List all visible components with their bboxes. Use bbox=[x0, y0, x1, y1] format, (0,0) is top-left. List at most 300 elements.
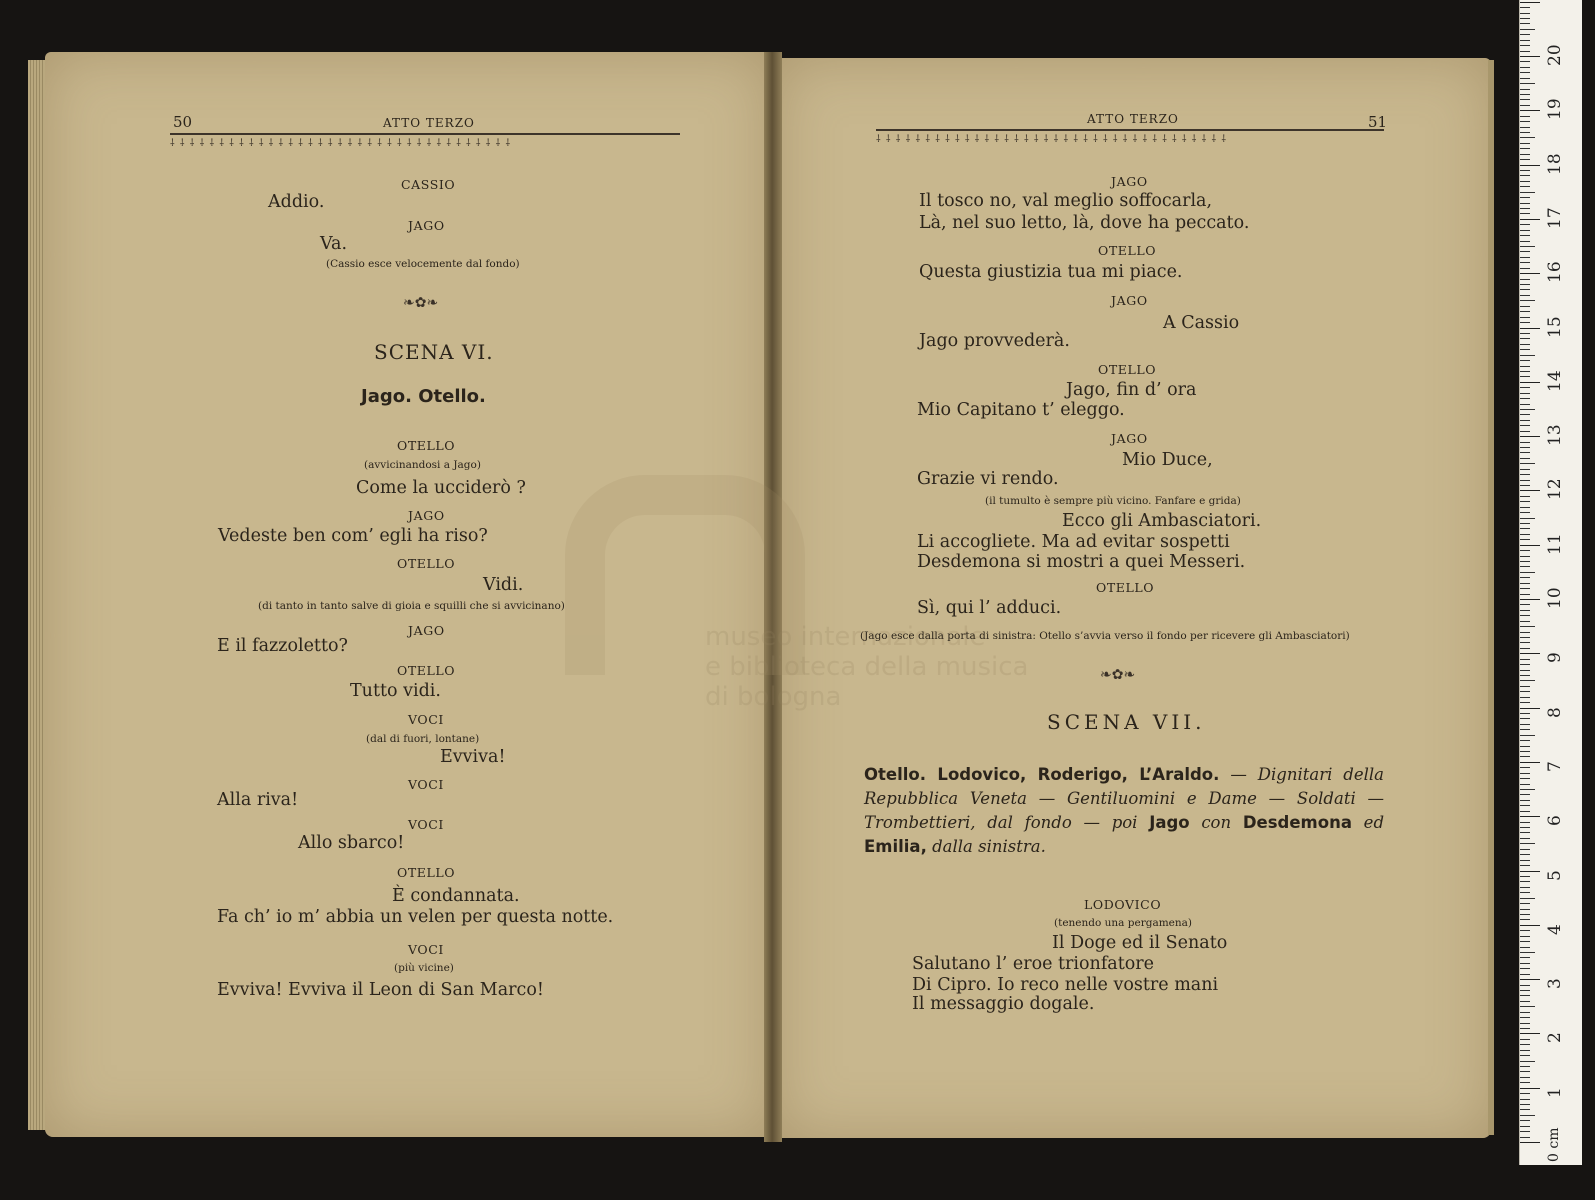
ruler-tick bbox=[1520, 121, 1530, 122]
ruler-tick bbox=[1520, 18, 1530, 19]
ruler-tick bbox=[1520, 822, 1530, 823]
ruler-tick bbox=[1520, 246, 1535, 247]
ruler-tick bbox=[1520, 474, 1530, 475]
ruler-tick bbox=[1520, 376, 1530, 377]
stage-direction: (più vicine) bbox=[394, 962, 454, 974]
verse-line: E il fazzoletto? bbox=[217, 636, 348, 656]
ruler-tick bbox=[1520, 756, 1530, 757]
ruler-tick bbox=[1520, 832, 1530, 833]
ruler-tick bbox=[1520, 686, 1530, 687]
speaker-label: JAGO bbox=[1111, 293, 1148, 308]
ruler-tick bbox=[1520, 208, 1530, 209]
cast-connector: con bbox=[1189, 813, 1243, 832]
ruler-tick bbox=[1520, 632, 1530, 633]
ruler-tick bbox=[1520, 366, 1530, 367]
ruler-tick bbox=[1520, 431, 1530, 432]
ruler-tick bbox=[1520, 512, 1530, 513]
speaker-label: VOCI bbox=[408, 777, 444, 792]
stage-direction: (il tumulto è sempre più vicino. Fanfare e grida) bbox=[985, 495, 1241, 507]
ruler-tick bbox=[1520, 72, 1530, 73]
ruler-tick bbox=[1520, 165, 1540, 166]
ruler-tick bbox=[1520, 34, 1530, 35]
ruler-tick bbox=[1520, 642, 1530, 643]
ruler-tick bbox=[1520, 941, 1530, 942]
ruler-tick bbox=[1520, 653, 1540, 654]
verse-line: Di Cipro. Io reco nelle vostre mani bbox=[912, 975, 1219, 995]
ruler-tick bbox=[1520, 355, 1535, 356]
ruler-tick bbox=[1520, 197, 1530, 198]
cast-extras: — Dignitari della Repubblica Veneta — Gentiluomini e Dame — Soldati — Trombettieri, dal fondo — poi bbox=[864, 765, 1384, 832]
verse-line: Grazie vi rendo. bbox=[917, 469, 1059, 489]
verse-line: Ecco gli Ambasciatori. bbox=[1062, 511, 1262, 531]
ruler-tick bbox=[1520, 105, 1530, 106]
ruler-tick bbox=[1520, 670, 1530, 671]
ruler-tick bbox=[1520, 116, 1530, 117]
ruler-tick bbox=[1520, 626, 1535, 627]
ruler-tick bbox=[1520, 1028, 1530, 1029]
ruler-tick bbox=[1520, 979, 1540, 980]
ruler-tick bbox=[1520, 952, 1535, 953]
ruler-tick bbox=[1520, 51, 1530, 52]
ruler-tick bbox=[1520, 881, 1530, 882]
ruler-tick bbox=[1520, 382, 1540, 383]
ruler-tick bbox=[1520, 496, 1530, 497]
ruler-tick bbox=[1520, 67, 1530, 68]
ruler-tick bbox=[1520, 224, 1530, 225]
ruler-tick bbox=[1520, 328, 1540, 329]
ruler-tick bbox=[1520, 94, 1530, 95]
ruler-tick bbox=[1520, 865, 1530, 866]
verse-line: Sì, qui l’ adduci. bbox=[917, 598, 1062, 618]
ruler-tick bbox=[1520, 83, 1535, 84]
verse-line: Mio Duce, bbox=[1122, 450, 1213, 470]
ruler-tick bbox=[1520, 78, 1530, 79]
ruler-tick bbox=[1520, 311, 1530, 312]
right-page-number: 51 bbox=[1368, 113, 1388, 131]
watermark-text-3: di bologna bbox=[705, 682, 842, 712]
verse-line: Salutano l’ eroe trionfatore bbox=[912, 954, 1155, 974]
verse-line: Evviva! Evviva il Leon di San Marco! bbox=[217, 980, 544, 1000]
scene-title: SCENA VII. bbox=[1047, 710, 1206, 734]
stage-direction: (Jago esce dalla porta di sinistra: Otello s’avvia verso il fondo per ricevere gli Ambasciatori) bbox=[860, 630, 1350, 642]
ruler-tick bbox=[1520, 583, 1530, 584]
ruler-tick bbox=[1520, 718, 1530, 719]
ruler-number: 13 bbox=[1545, 424, 1565, 447]
ruler-tick bbox=[1520, 740, 1530, 741]
ruler-number: 15 bbox=[1545, 315, 1565, 338]
right-running-header: ATTO TERZO bbox=[1087, 112, 1179, 126]
speaker-label: OTELLO bbox=[1098, 362, 1157, 377]
ruler-tick bbox=[1520, 127, 1530, 128]
verse-line: Tutto vidi. bbox=[350, 681, 441, 701]
ruler-tick bbox=[1520, 648, 1530, 649]
ruler-tick bbox=[1520, 545, 1540, 546]
ruler-number: 14 bbox=[1545, 370, 1565, 392]
ruler-tick bbox=[1520, 404, 1530, 405]
ruler-tick bbox=[1520, 40, 1530, 41]
ruler-tick bbox=[1520, 577, 1530, 578]
ruler-tick bbox=[1520, 344, 1530, 345]
stage-direction: (dal di fuori, lontane) bbox=[366, 733, 480, 745]
ruler-tick bbox=[1520, 1017, 1530, 1018]
ruler-tick bbox=[1520, 273, 1540, 274]
ruler-tick bbox=[1520, 610, 1530, 611]
ruler-tick bbox=[1520, 371, 1530, 372]
ruler-tick bbox=[1520, 637, 1530, 638]
ruler-tick bbox=[1520, 241, 1530, 242]
ruler-tick bbox=[1520, 235, 1530, 236]
speaker-label: OTELLO bbox=[397, 438, 456, 453]
ruler-tick bbox=[1520, 691, 1530, 692]
watermark-text-2: e biblioteca della musica bbox=[705, 652, 1029, 682]
ruler-tick bbox=[1520, 659, 1530, 660]
cast-entry: dalla sinistra. bbox=[926, 837, 1046, 856]
ruler-tick bbox=[1520, 762, 1540, 763]
verse-line: Jago, fin d’ ora bbox=[1066, 380, 1197, 400]
ruler-tick bbox=[1520, 599, 1540, 600]
ruler-tick bbox=[1520, 170, 1530, 171]
ruler-tick bbox=[1520, 1039, 1530, 1040]
ruler-tick bbox=[1520, 1142, 1540, 1143]
ruler-tick bbox=[1520, 447, 1530, 448]
verse-line: Jago provvederà. bbox=[919, 331, 1070, 351]
ruler-tick bbox=[1520, 284, 1530, 285]
ruler-number: 8 bbox=[1545, 706, 1565, 718]
scene-characters: Jago. Otello. bbox=[361, 386, 486, 407]
ruler-number: 11 bbox=[1545, 533, 1565, 555]
cast-emilia: Emilia, bbox=[864, 837, 927, 856]
ruler-tick bbox=[1520, 919, 1530, 920]
ruler-tick bbox=[1520, 751, 1530, 752]
speaker-label: JAGO bbox=[408, 508, 445, 523]
ruler-number: 3 bbox=[1545, 978, 1565, 990]
ruler-tick bbox=[1520, 925, 1540, 926]
ruler-tick bbox=[1520, 262, 1530, 263]
ruler-tick bbox=[1520, 137, 1535, 138]
ruler-number: 5 bbox=[1545, 869, 1565, 881]
verse-line: Il messaggio dogale. bbox=[912, 994, 1095, 1014]
ruler-tick bbox=[1520, 903, 1530, 904]
speaker-label: OTELLO bbox=[1096, 580, 1155, 595]
ruler-tick bbox=[1520, 1104, 1530, 1105]
ruler-tick bbox=[1520, 414, 1530, 415]
scene-divider-vignette: ❧✿❧ bbox=[1100, 667, 1136, 683]
ruler-tick bbox=[1520, 360, 1530, 361]
ruler-tick bbox=[1520, 1071, 1530, 1072]
ruler-tick bbox=[1520, 914, 1530, 915]
ruler-number: 9 bbox=[1545, 652, 1565, 664]
ruler-tick bbox=[1520, 213, 1530, 214]
ruler-tick bbox=[1520, 1115, 1535, 1116]
ruler-tick bbox=[1520, 219, 1540, 220]
ruler-tick bbox=[1520, 1044, 1530, 1045]
ruler-tick bbox=[1520, 203, 1530, 204]
speaker-label: OTELLO bbox=[1098, 243, 1157, 258]
ruler-tick bbox=[1520, 767, 1530, 768]
ruler-tick bbox=[1520, 338, 1530, 339]
speaker-label: VOCI bbox=[408, 712, 444, 727]
ruler-tick bbox=[1520, 735, 1535, 736]
speaker-label: VOCI bbox=[408, 817, 444, 832]
verse-line: Il tosco no, val meglio soffocarla, bbox=[919, 191, 1213, 211]
ruler-tick bbox=[1520, 110, 1540, 111]
page-edges-right bbox=[1488, 60, 1494, 1135]
speaker-label: OTELLO bbox=[397, 663, 456, 678]
ruler-tick bbox=[1520, 811, 1530, 812]
ruler-tick bbox=[1520, 1012, 1530, 1013]
ruler-tick bbox=[1520, 843, 1535, 844]
ruler-tick bbox=[1520, 480, 1530, 481]
ruler-number: 4 bbox=[1545, 923, 1565, 935]
ruler-tick bbox=[1520, 539, 1530, 540]
ruler-tick bbox=[1520, 56, 1540, 57]
speaker-label: JAGO bbox=[408, 623, 445, 638]
verse-line: È condannata. bbox=[392, 886, 520, 906]
ruler-tick bbox=[1520, 257, 1530, 258]
ruler-tick bbox=[1520, 279, 1530, 280]
verse-line: Fa ch’ io m’ abbia un velen per questa notte. bbox=[217, 907, 614, 927]
ruler-tick bbox=[1520, 89, 1530, 90]
ruler-tick bbox=[1520, 463, 1535, 464]
verse-line: Allo sbarco! bbox=[298, 833, 405, 853]
ruler-tick bbox=[1520, 442, 1530, 443]
speaker-label: CASSIO bbox=[401, 177, 456, 192]
ruler-tick bbox=[1520, 13, 1530, 14]
ruler-tick bbox=[1520, 871, 1540, 872]
ruler-tick bbox=[1520, 1126, 1530, 1127]
ruler-tick bbox=[1520, 778, 1530, 779]
left-page-number: 50 bbox=[173, 113, 193, 131]
ruler-tick bbox=[1520, 887, 1530, 888]
ruler-tick bbox=[1520, 490, 1540, 491]
ruler-tick bbox=[1520, 485, 1530, 486]
ruler-tick bbox=[1520, 322, 1530, 323]
ruler-tick bbox=[1520, 409, 1535, 410]
ruler-tick bbox=[1520, 534, 1530, 535]
ruler-tick bbox=[1520, 349, 1530, 350]
ruler-tick bbox=[1520, 518, 1535, 519]
stage-direction: (Cassio esce velocemente dal fondo) bbox=[326, 258, 520, 270]
ruler-tick bbox=[1520, 664, 1530, 665]
speaker-label: LODOVICO bbox=[1084, 897, 1162, 912]
ruler-tick bbox=[1520, 615, 1530, 616]
ruler-tick bbox=[1520, 1033, 1540, 1034]
verse-line: Vedeste ben com’ egli ha riso? bbox=[218, 526, 488, 546]
scene-divider-vignette: ❧✿❧ bbox=[403, 295, 439, 311]
ruler-tick bbox=[1520, 713, 1530, 714]
ruler-tick bbox=[1520, 604, 1530, 605]
ruler-tick bbox=[1520, 295, 1530, 296]
ruler-number: 7 bbox=[1545, 761, 1565, 772]
cast-desdemona: Desdemona bbox=[1242, 813, 1352, 832]
verse-line: Alla riva! bbox=[217, 790, 299, 810]
ruler-tick bbox=[1520, 974, 1530, 975]
cast-jago: Jago bbox=[1149, 813, 1190, 832]
ruler-number: 10 bbox=[1545, 587, 1565, 609]
ruler-tick bbox=[1520, 746, 1530, 747]
verse-line: Li accogliete. Ma ad evitar sospetti bbox=[917, 532, 1230, 552]
ruler-tick bbox=[1520, 957, 1530, 958]
ruler-tick bbox=[1520, 936, 1530, 937]
ruler-tick bbox=[1520, 588, 1530, 589]
speaker-label: JAGO bbox=[408, 218, 445, 233]
ruler-tick bbox=[1520, 898, 1535, 899]
ruler-tick bbox=[1520, 1093, 1530, 1094]
ruler-tick bbox=[1520, 794, 1530, 795]
ruler-tick bbox=[1520, 181, 1530, 182]
ruler-tick bbox=[1520, 816, 1540, 817]
ruler-tick bbox=[1520, 501, 1530, 502]
ruler-number: 16 bbox=[1545, 261, 1565, 284]
ruler-tick bbox=[1520, 1120, 1530, 1121]
ruler-tick bbox=[1520, 876, 1530, 877]
ruler-tick bbox=[1520, 192, 1535, 193]
ruler-tick bbox=[1520, 289, 1530, 290]
ruler-tick bbox=[1520, 154, 1530, 155]
ruler-tick bbox=[1520, 7, 1530, 8]
ruler-number: 20 bbox=[1545, 44, 1565, 66]
ruler-number: 2 bbox=[1545, 1032, 1565, 1044]
watermark-text-1: museo internazionale bbox=[705, 622, 986, 652]
ruler-tick bbox=[1520, 985, 1530, 986]
ruler-tick bbox=[1520, 805, 1530, 806]
ruler-number: 17 bbox=[1545, 207, 1565, 229]
ruler-tick bbox=[1520, 23, 1530, 24]
ruler-tick bbox=[1520, 1082, 1530, 1083]
ruler-tick bbox=[1520, 1137, 1530, 1138]
ruler-tick bbox=[1520, 159, 1530, 160]
verse-line: Addio. bbox=[268, 192, 325, 212]
cast-connector: ed bbox=[1351, 813, 1385, 832]
ruler-tick bbox=[1520, 398, 1530, 399]
ruler-tick bbox=[1520, 550, 1530, 551]
ruler-tick bbox=[1520, 99, 1530, 100]
ruler-tick bbox=[1520, 909, 1530, 910]
ruler-tick bbox=[1520, 45, 1530, 46]
ruler-tick bbox=[1520, 143, 1530, 144]
ruler-tick bbox=[1520, 333, 1530, 334]
ruler-tick bbox=[1520, 528, 1530, 529]
ruler-tick bbox=[1520, 251, 1530, 252]
ruler-tick bbox=[1520, 773, 1530, 774]
ruler-tick bbox=[1520, 849, 1530, 850]
verse-line: Desdemona si mostri a quei Messeri. bbox=[917, 552, 1246, 572]
ruler-tick bbox=[1520, 1077, 1530, 1078]
ruler-tick bbox=[1520, 148, 1530, 149]
ruler-tick bbox=[1520, 1131, 1530, 1132]
ruler-tick bbox=[1520, 420, 1530, 421]
ruler-tick bbox=[1520, 800, 1530, 801]
verse-line: Il Doge ed il Senato bbox=[1052, 933, 1228, 953]
verse-line: Come la ucciderò ? bbox=[356, 478, 526, 498]
ruler-tick bbox=[1520, 789, 1535, 790]
stage-direction: (tenendo una pergamena) bbox=[1054, 917, 1192, 929]
ruler-tick bbox=[1520, 860, 1530, 861]
stage-direction: (avvicinandosi a Jago) bbox=[364, 459, 481, 471]
ruler-tick bbox=[1520, 1055, 1530, 1056]
ruler-tick bbox=[1520, 729, 1530, 730]
verse-line: Evviva! bbox=[440, 747, 506, 767]
ruler-tick bbox=[1520, 29, 1535, 30]
ruler-tick bbox=[1520, 621, 1530, 622]
ruler-tick bbox=[1520, 556, 1530, 557]
ruler-tick bbox=[1520, 680, 1535, 681]
verse-line: Va. bbox=[320, 234, 348, 254]
ruler-tick bbox=[1520, 425, 1530, 426]
ruler-tick bbox=[1520, 186, 1530, 187]
right-header-ornament: ⸸ ⸸ ⸸ ⸸ ⸸ ⸸ ⸸ ⸸ ⸸ ⸸ ⸸ ⸸ ⸸ ⸸ ⸸ ⸸ ⸸ ⸸ ⸸ ⸸ ⸸ ⸸ ⸸ ⸸ ⸸ ⸸ ⸸ ⸸ ⸸ ⸸ ⸸ ⸸ ⸸ ⸸ ⸸ ⸸ bbox=[876, 129, 1384, 145]
ruler-unit-label: 0 cm bbox=[1546, 1127, 1562, 1162]
ruler-number: 12 bbox=[1545, 478, 1565, 501]
verse-line: Mio Capitano t’ eleggo. bbox=[917, 400, 1125, 420]
ruler-tick bbox=[1520, 1061, 1535, 1062]
ruler-tick bbox=[1520, 708, 1540, 709]
ruler-tick bbox=[1520, 1109, 1530, 1110]
stage-direction: (di tanto in tanto salve di gioia e squilli che si avvicinano) bbox=[258, 600, 565, 612]
ruler-number: 18 bbox=[1545, 152, 1565, 175]
ruler-tick bbox=[1520, 947, 1530, 948]
ruler-tick bbox=[1520, 387, 1530, 388]
verse-line: Là, nel suo letto, là, dove ha peccato. bbox=[919, 213, 1250, 233]
ruler-tick bbox=[1520, 1006, 1535, 1007]
ruler-tick bbox=[1520, 132, 1530, 133]
ruler-tick bbox=[1520, 230, 1530, 231]
ruler-tick bbox=[1520, 827, 1530, 828]
ruler-tick bbox=[1520, 507, 1530, 508]
ruler-tick bbox=[1520, 702, 1530, 703]
ruler-tick bbox=[1520, 838, 1530, 839]
ruler-tick bbox=[1520, 1066, 1530, 1067]
ruler-tick bbox=[1520, 854, 1530, 855]
ruler-tick bbox=[1520, 930, 1530, 931]
ruler-tick bbox=[1520, 697, 1530, 698]
ruler-tick bbox=[1520, 268, 1530, 269]
ruler-tick bbox=[1520, 594, 1530, 595]
speaker-label: JAGO bbox=[1111, 431, 1148, 446]
ruler-tick bbox=[1520, 2, 1540, 3]
ruler-tick bbox=[1520, 724, 1530, 725]
speaker-label: JAGO bbox=[1111, 174, 1148, 189]
ruler-number: 6 bbox=[1545, 815, 1565, 827]
ruler-tick bbox=[1520, 300, 1535, 301]
ruler-tick bbox=[1520, 458, 1530, 459]
ruler-number: 1 bbox=[1545, 1086, 1565, 1098]
ruler-tick bbox=[1520, 566, 1530, 567]
speaker-label: VOCI bbox=[408, 942, 444, 957]
ruler-tick bbox=[1520, 784, 1530, 785]
ruler-tick bbox=[1520, 892, 1530, 893]
ruler-tick bbox=[1520, 1099, 1530, 1100]
ruler-tick bbox=[1520, 572, 1535, 573]
ruler-tick bbox=[1520, 61, 1530, 62]
ruler-tick bbox=[1520, 175, 1530, 176]
ruler-tick bbox=[1520, 1050, 1530, 1051]
ruler-number: 19 bbox=[1545, 98, 1565, 121]
ruler-tick bbox=[1520, 436, 1540, 437]
ruler-tick bbox=[1520, 452, 1530, 453]
ruler-tick bbox=[1520, 561, 1530, 562]
speaker-label: OTELLO bbox=[397, 556, 456, 571]
ruler-tick bbox=[1520, 523, 1530, 524]
left-running-header: ATTO TERZO bbox=[383, 116, 475, 130]
ruler-tick bbox=[1520, 306, 1530, 307]
scene-title: SCENA VI. bbox=[374, 340, 494, 364]
ruler-tick bbox=[1520, 990, 1530, 991]
ruler-tick bbox=[1520, 963, 1530, 964]
scene-cast-list bbox=[864, 763, 1384, 859]
ruler-tick bbox=[1520, 393, 1530, 394]
left-header-ornament: ⸸ ⸸ ⸸ ⸸ ⸸ ⸸ ⸸ ⸸ ⸸ ⸸ ⸸ ⸸ ⸸ ⸸ ⸸ ⸸ ⸸ ⸸ ⸸ ⸸ ⸸ ⸸ ⸸ ⸸ ⸸ ⸸ ⸸ ⸸ ⸸ ⸸ ⸸ ⸸ ⸸ ⸸ ⸸ bbox=[170, 133, 680, 149]
